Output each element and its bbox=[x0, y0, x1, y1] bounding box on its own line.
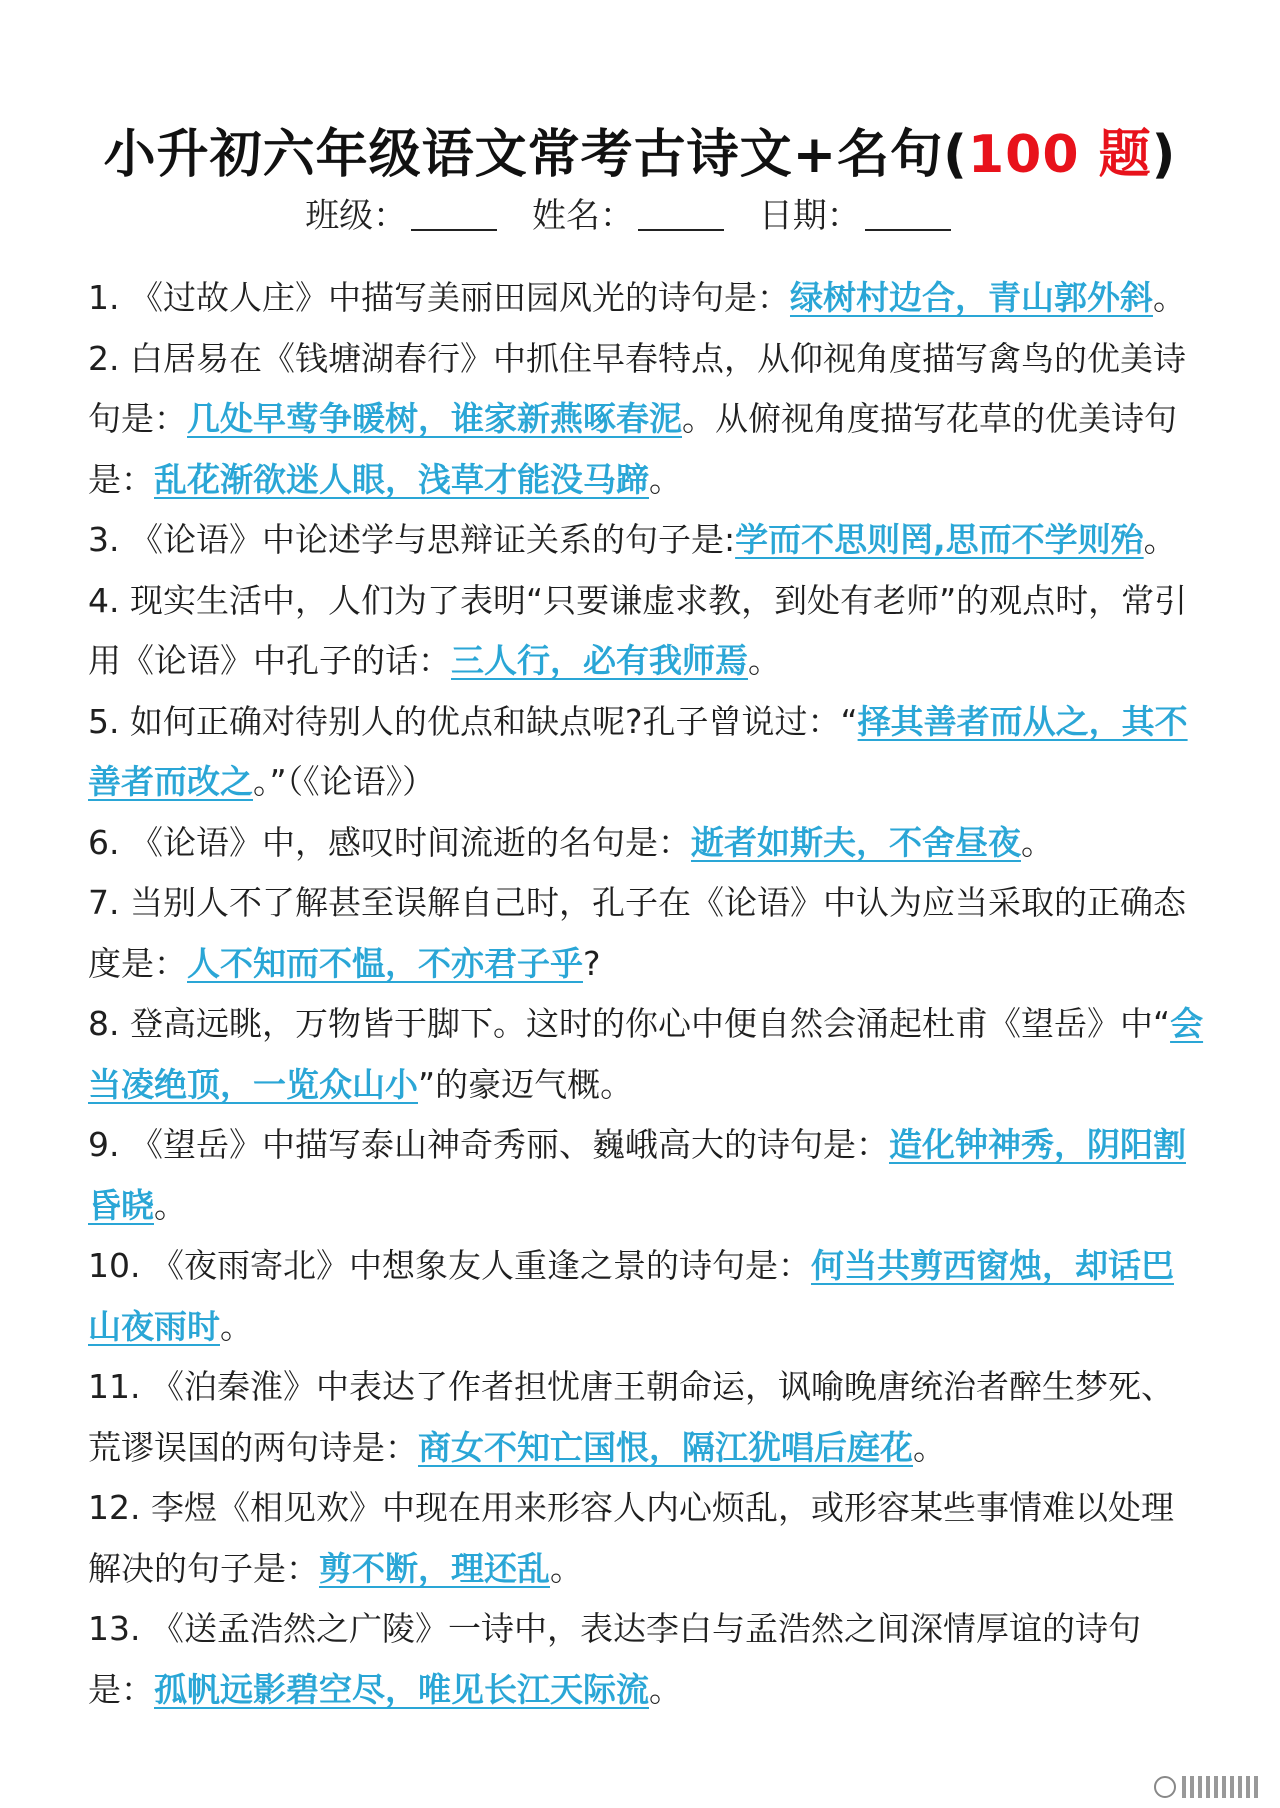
question-item bbox=[88, 1478, 1204, 1599]
question-item bbox=[88, 1236, 1204, 1357]
answer-text: 会当凌绝顶，一览众山小 bbox=[88, 1004, 1204, 1104]
answer-text: 三人行，必有我师焉 bbox=[451, 641, 748, 680]
question-text: 。 bbox=[913, 1427, 946, 1467]
question-item bbox=[88, 813, 1204, 874]
title-close: ) bbox=[1151, 125, 1177, 185]
answer-text: 逝者如斯夫，不舍昼夜 bbox=[690, 822, 1021, 862]
title-count: 100 题 bbox=[967, 125, 1152, 185]
class-blank bbox=[411, 201, 497, 231]
question-text: 5. 如何正确对待别人的优点和缺点呢?孔子曾说过：“ bbox=[88, 701, 858, 741]
answer-text: 乱花渐欲迷人眼，浅草才能没马蹄 bbox=[154, 459, 649, 499]
question-item bbox=[88, 692, 1204, 813]
question-text: 。 bbox=[1152, 278, 1186, 317]
question-item bbox=[88, 873, 1204, 994]
question-text: 9. 《望岳》中描写泰山神奇秀丽、巍峨高大的诗句是： bbox=[88, 1125, 889, 1164]
date-label: 日期： bbox=[758, 196, 861, 236]
question-text: 12. 李煜《相见欢》中现在用来形容人内心烦乱，或形容某些事情难以处理解决的句子是： bbox=[88, 1488, 1174, 1588]
question-item bbox=[88, 1357, 1204, 1478]
name-blank bbox=[638, 201, 724, 231]
question-text: 6. 《论语》中，感叹时间流逝的名句是： bbox=[88, 822, 691, 862]
question-text: 。 bbox=[649, 459, 682, 499]
question-item bbox=[88, 571, 1204, 692]
question-text: 10. 《夜雨寄北》中想象友人重逢之景的诗句是： bbox=[88, 1246, 811, 1285]
title-main: 小升初六年级语文常考古诗文+名句( bbox=[103, 125, 968, 185]
class-label: 班级： bbox=[305, 196, 408, 236]
answer-text: 人不知而不愠，不亦君子乎 bbox=[187, 943, 583, 983]
question-item bbox=[88, 994, 1204, 1115]
question-text: 1. 《过故人庄》中描写美丽田园风光的诗句是： bbox=[88, 278, 790, 317]
question-text: ”的豪迈气概。 bbox=[418, 1064, 634, 1104]
question-text: 。”（《论语》） bbox=[253, 762, 436, 801]
answer-text: 几处早莺争暖树，谁家新燕啄春泥 bbox=[187, 399, 682, 438]
answer-text: 剪不断，理还乱 bbox=[319, 1548, 550, 1588]
question-text: 。从俯视角度描写花草的优美诗句是： bbox=[88, 399, 1177, 499]
question-text: 13. 《送孟浩然之广陵》一诗中，表达李白与孟浩然之间深情厚谊的诗句是： bbox=[88, 1609, 1141, 1709]
question-text: 。 bbox=[1020, 822, 1054, 862]
answer-text: 择其善者而从之，其不善者而改之 bbox=[88, 701, 1188, 801]
question-text: 。 bbox=[1143, 520, 1177, 559]
watermark bbox=[1154, 1776, 1258, 1798]
barcode-watermark-icon bbox=[1182, 1776, 1258, 1798]
question-text: 8. 登高远眺，万物皆于脚下。这时的你心中便自然会涌起杜甫《望岳》中“ bbox=[88, 1004, 1171, 1043]
question-list bbox=[88, 268, 1204, 1720]
question-text: 7. 当别人不了解甚至误解自己时，孔子在《论语》中认为应当采取的正确态度是： bbox=[88, 883, 1186, 983]
question-text: 。 bbox=[550, 1548, 583, 1588]
answer-text: 造化钟神秀，阴阳割昏晓 bbox=[88, 1125, 1186, 1225]
question-text: 4. 现实生活中，人们为了表明“只要谦虚求教，到处有老师”的观点时，常引用《论语》中孔子的话： bbox=[88, 580, 1188, 680]
question-item bbox=[88, 268, 1204, 329]
name-label: 姓名： bbox=[532, 196, 634, 236]
answer-text: 孤帆远影碧空尽，唯见长江天际流 bbox=[154, 1669, 649, 1709]
answer-text: 商女不知亡国恨，隔江犹唱后庭花 bbox=[418, 1427, 913, 1467]
question-text: 。 bbox=[649, 1669, 682, 1709]
question-text: 3. 《论语》中论述学与思辩证关系的句子是: bbox=[88, 520, 736, 559]
answer-text: 学而不思则罔,思而不学则殆 bbox=[735, 520, 1144, 559]
answer-text: 何当共剪西窗烛，却话巴山夜雨时 bbox=[88, 1246, 1174, 1346]
question-text: 11. 《泊秦淮》中表达了作者担忧唐王朝命运，讽喻晚唐统治者醉生梦死、荒谬误国的两句诗是： bbox=[88, 1367, 1174, 1467]
date-blank bbox=[865, 201, 951, 231]
question-text: 。 bbox=[154, 1185, 187, 1225]
question-text: 。 bbox=[748, 641, 781, 680]
question-item bbox=[88, 1599, 1204, 1720]
answer-text: 绿树村边合，青山郭外斜 bbox=[789, 278, 1153, 317]
question-item bbox=[88, 1115, 1204, 1236]
circle-icon bbox=[1154, 1776, 1176, 1798]
question-item bbox=[88, 510, 1204, 571]
question-text: ? bbox=[583, 943, 601, 983]
question-item bbox=[88, 329, 1204, 511]
student-info-row bbox=[0, 188, 1280, 237]
page-title bbox=[0, 112, 1280, 187]
question-text: 2. 白居易在《钱塘湖春行》中抓住早春特点，从仰视角度描写禽鸟的优美诗句是： bbox=[88, 338, 1186, 438]
question-text: 。 bbox=[220, 1306, 253, 1346]
